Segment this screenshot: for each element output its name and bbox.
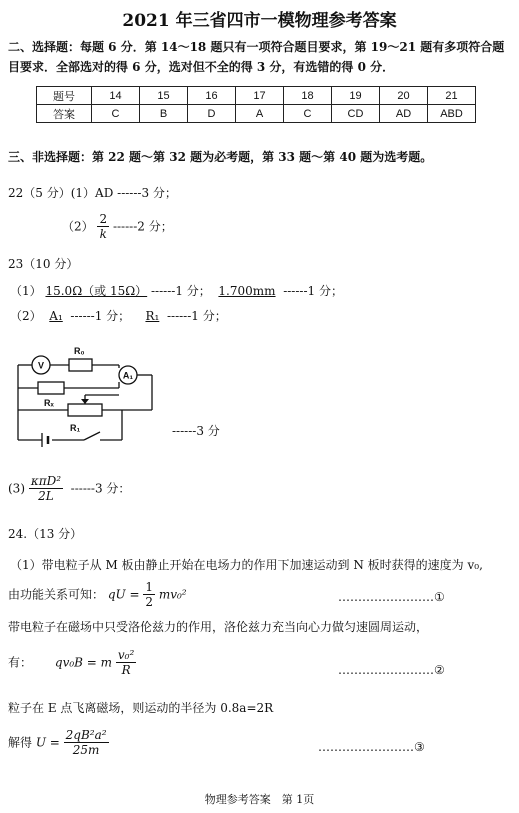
q22-part2 xyxy=(62,212,173,241)
page-footer: 物理参考答案 第 1页 xyxy=(204,793,315,806)
q24-energy-prefix: 由功能关系可知： xyxy=(8,587,105,602)
rx-label: Rₓ xyxy=(44,398,54,408)
q24-v-den: R xyxy=(121,663,131,677)
rheostat-r1 xyxy=(68,404,102,416)
q24-half-num: 1 xyxy=(145,580,153,594)
q23-part2-score1: ------1 分； xyxy=(70,309,131,323)
q23-part2-score2: ------1 分； xyxy=(166,309,227,323)
q24-u-den: 25m xyxy=(72,743,100,757)
question-number: 17 xyxy=(236,87,284,105)
q23-part2 xyxy=(10,309,227,323)
question-number: 21 xyxy=(428,87,476,105)
q23-part1-score2: ------1 分； xyxy=(283,284,343,298)
section2-line2: 目要求．全部选对的得 6 分，选对但不全的得 3 分，有选错的得 0 分． xyxy=(8,60,395,74)
q24-lorentz-equation xyxy=(8,648,136,677)
q24-solution-equation xyxy=(8,728,109,757)
q22-part2-score: ------2 分； xyxy=(112,219,173,234)
question-number: 14 xyxy=(92,87,140,105)
question-number: 19 xyxy=(332,87,380,105)
section3-heading: 三、非选择题：第 22 题～第 32 题为必考题，第 33 题～第 40 题为选考题。 xyxy=(8,150,433,164)
answer-cell: D xyxy=(188,105,236,123)
q24-v-num: v₀² xyxy=(117,648,135,662)
q24-half-den: 2 xyxy=(145,595,153,609)
q23-circuit-score: ------3 分 xyxy=(172,424,220,438)
q23-part2-prefix: （2） xyxy=(10,309,42,323)
q24-paragraph1: （1）带电粒子从 M 板由静止开始在电场力的作用下加速运动到 N 板时获得的速度为 v₀, xyxy=(10,558,483,572)
q24-lorentz-lhs: qv₀B = m xyxy=(54,655,113,670)
q24-paragraph5: 粒子在 E 点飞离磁场，则运动的半径为 0.8a=2R xyxy=(8,701,274,715)
q23-part3 xyxy=(8,474,130,503)
header-label: 题号 xyxy=(37,87,92,105)
answer-cell: C xyxy=(284,105,332,123)
page-title: 2021 年三省四市一模物理参考答案 xyxy=(122,11,397,31)
q23-head: 23（10 分） xyxy=(8,257,79,271)
answer-cell: ABD xyxy=(428,105,476,123)
answer-cell: A xyxy=(236,105,284,123)
answer-cell: AD xyxy=(380,105,428,123)
q24-marker-2: ……………………② xyxy=(338,663,445,677)
q23-answer-rheostat: R₁ xyxy=(145,309,160,323)
q24-solution-prefix: 解得 xyxy=(8,735,33,750)
q24-u-fraction xyxy=(64,728,109,757)
switch-blade xyxy=(84,432,100,440)
q23-part3-prefix: (3) xyxy=(8,481,25,496)
q24-energy-equation xyxy=(8,580,187,609)
q23-part1-score1: ------1 分； xyxy=(151,284,211,298)
answer-cell: C xyxy=(92,105,140,123)
answer-table-answer-row xyxy=(37,105,476,123)
answer-table-number-row xyxy=(37,87,476,105)
q24-solution-lhs: U = xyxy=(35,735,60,750)
section2-line1: 二、选择题：每题 6 分．第 14～18 题只有一项符合题目要求，第 19～21 题有多项符合题 xyxy=(8,40,505,54)
answer-cell: B xyxy=(140,105,188,123)
q24-energy-lhs: qU = xyxy=(107,587,140,602)
question-number: 16 xyxy=(188,87,236,105)
q23-fraction-num: κπD² xyxy=(30,474,62,488)
q23-resistivity-fraction xyxy=(29,474,63,503)
resistor-r0 xyxy=(69,359,92,371)
q24-energy-rhs: mv₀² xyxy=(158,587,187,602)
q23-part3-score: ------3 分： xyxy=(70,481,131,496)
q23-fraction-den: 2L xyxy=(38,489,54,503)
question-number: 20 xyxy=(380,87,428,105)
circuit-diagram xyxy=(12,340,172,450)
q24-marker-1: ……………………① xyxy=(338,590,445,604)
ammeter-label: A₁ xyxy=(122,370,134,381)
answer-label: 答案 xyxy=(37,105,92,123)
q23-part1-prefix: （1） xyxy=(10,284,42,298)
r0-label: R₀ xyxy=(74,346,85,356)
answer-cell: CD xyxy=(332,105,380,123)
q24-paragraph3: 带电粒子在磁场中只受洛伦兹力的作用，洛伦兹力充当向心力做匀速圆周运动， xyxy=(8,620,429,634)
q23-answer-resistance: 15.0Ω（或 15Ω） xyxy=(45,284,148,298)
q22-head: 22（5 分）(1）AD ------3 分； xyxy=(8,186,177,200)
voltmeter-label: V xyxy=(37,360,45,371)
r1-label: R₁ xyxy=(70,423,81,433)
q23-answer-diameter: 1.700mm xyxy=(218,284,276,298)
q24-half-fraction xyxy=(143,580,155,609)
q23-part1 xyxy=(10,284,343,298)
q22-fraction-num: 2 xyxy=(99,212,108,226)
resistor-rx xyxy=(38,382,64,394)
q24-v-fraction xyxy=(116,648,136,677)
q24-u-num: 2qB²a² xyxy=(65,728,107,742)
q24-lorentz-prefix: 有： xyxy=(8,655,33,670)
answer-table xyxy=(36,86,476,123)
q23-answer-ammeter: A₁ xyxy=(49,309,63,323)
q22-part2-prefix: （2） xyxy=(62,219,94,234)
q24-marker-3: ……………………③ xyxy=(318,740,425,754)
q22-fraction-den: k xyxy=(99,227,107,241)
q22-fraction xyxy=(97,212,109,241)
question-number: 15 xyxy=(140,87,188,105)
question-number: 18 xyxy=(284,87,332,105)
q24-head: 24.（13 分） xyxy=(8,527,83,541)
rheostat-arrow xyxy=(81,399,89,404)
